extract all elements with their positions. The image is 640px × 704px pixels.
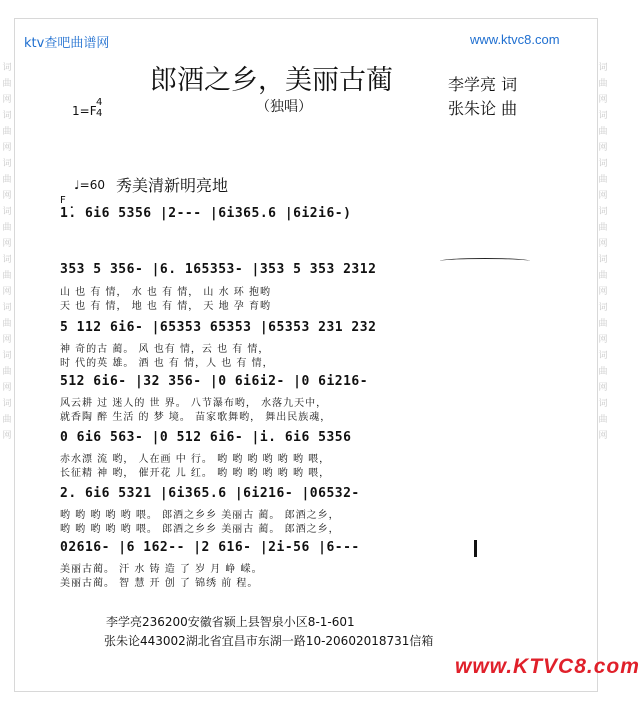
time-top: 4 <box>96 97 103 108</box>
score-row-3-lyrics-2: 时 代的英 雄。 酒 也 有 情，人 也 有 情， <box>60 358 274 369</box>
score-row-5-lyrics-1: 赤水漂 流 哟， 人在画 中 行。 哟 哟 哟 哟 哟 哟 喂， <box>60 454 331 465</box>
score-row-2-notes: 353 5 356- |6. 165353- |353 5 353 2312 <box>60 262 377 277</box>
score-row-6-notes: 2. 6i6 5321 |6i365.6 |6i216- |06532- <box>60 486 360 501</box>
side-watermark-left: 词曲网词曲网词曲网词曲网词曲网词曲网词曲网词曲网 <box>2 63 12 441</box>
final-barline <box>474 540 477 557</box>
composer-credit: 张朱论 曲 <box>448 99 518 118</box>
score-row-3-notes: 5 112 6i6- |65353 65353 |65353 231 232 <box>60 320 377 335</box>
site-url-right[interactable]: www.ktvc8.com <box>470 32 560 47</box>
score-row-4-notes: 512 6i6- |32 356- |0 6i6i2- |0 6i216- <box>60 374 369 389</box>
song-title: 郎酒之乡，美丽古蔺 <box>150 65 393 96</box>
score-row-5-notes: 0 6i6 563- |0 512 6i6- |i. 6i6 5356 <box>60 430 352 445</box>
score-row-1-notes: 1̇. 6i6 5356 |2--- |6i365.6 |6i2i6-) <box>60 206 352 221</box>
tempo-marking: ♩=60 <box>74 178 105 192</box>
score-row-7-lyrics-1: 美丽古蔺。 汗 水 铸 造 了 岁 月 峥 嵘。 <box>60 564 263 575</box>
score-row-2-lyrics-2: 天 也 有 情， 地 也 有 情， 天 地 孕 育哟 <box>60 301 271 312</box>
score-row-6-lyrics-1: 哟 哟 哟 哟 哟 喂。 郎酒之乡乡 美丽古 蔺。 郎酒之乡， <box>60 510 340 521</box>
score-row-6-lyrics-2: 哟 哟 哟 哟 哟 喂。 郎酒之乡乡 美丽古 蔺。 郎酒之乡， <box>60 524 340 535</box>
lyricist-credit: 李学亮 词 <box>448 75 518 94</box>
composer-address: 张朱论443002湖北省宜昌市东湖一路10-20602018731信箱 <box>104 634 434 648</box>
side-watermark-right: 词曲网词曲网词曲网词曲网词曲网词曲网词曲网词曲网 <box>598 63 608 441</box>
song-subtitle: （独唱） <box>256 99 312 115</box>
score-row-5-lyrics-2: 长征精 神 哟， 催开花 儿 红。 哟 哟 哟 哟 哟 哟 喂， <box>60 468 331 479</box>
key-signature: 1=F <box>72 104 97 118</box>
score-row-7-notes: 02616- |6 162-- |2 616- |2i-56 |6--- <box>60 540 360 555</box>
site-logo[interactable]: www.KTVC8.com <box>455 655 640 678</box>
score-row-2-lyrics-1: 山 也 有 情， 水 也 有 情， 山 水 环 抱哟 <box>60 287 271 298</box>
f-marking: F <box>60 195 66 206</box>
time-signature <box>96 97 102 119</box>
expression-marking: 秀美清新明亮地 <box>116 176 229 195</box>
site-name-left[interactable]: ktv查吧曲谱网 <box>24 36 110 51</box>
time-bottom: 4 <box>96 108 103 119</box>
score-row-4-lyrics-2: 就香陶 醉 生活 的 梦 境。 苗家歌舞哟， 舞出民族魂， <box>60 412 332 423</box>
score-row-4-lyrics-1: 风云耕 过 迷人的 世 界。 八节瀑布哟， 水落九天中， <box>60 398 328 409</box>
score-row-3-lyrics-1: 神 奇的古 蔺。 风 也有 情，云 也 有 情， <box>60 344 270 355</box>
score-row-7-lyrics-2: 美丽古蔺。 智 慧 开 创 了 锦绣 前 程。 <box>60 578 259 589</box>
lyricist-address: 李学亮236200安徽省颍上县智泉小区8-1-601 <box>106 615 355 629</box>
slur-mark <box>440 258 530 264</box>
